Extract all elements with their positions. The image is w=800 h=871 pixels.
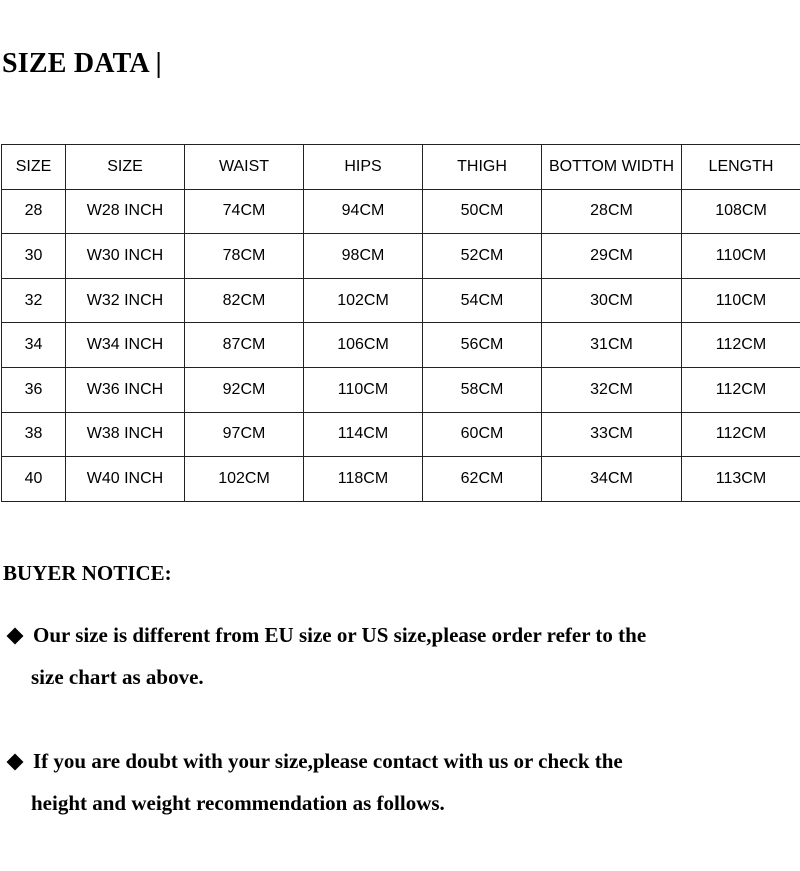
header-size-inch: SIZE: [66, 145, 185, 190]
header-waist: WAIST: [185, 145, 304, 190]
notice-line-continued: height and weight recommendation as follows.: [31, 791, 445, 815]
cell-bottom-width: 32CM: [542, 367, 682, 412]
cell-waist: 102CM: [185, 457, 304, 502]
cell-size: 30: [2, 234, 66, 279]
cell-hips: 98CM: [304, 234, 423, 279]
cell-waist: 78CM: [185, 234, 304, 279]
cell-thigh: 58CM: [423, 367, 542, 412]
header-hips: HIPS: [304, 145, 423, 190]
header-bottom-width: BOTTOM WIDTH: [542, 145, 682, 190]
diamond-bullet-icon: [7, 628, 24, 645]
cell-bottom-width: 31CM: [542, 323, 682, 368]
cell-length: 112CM: [682, 412, 800, 457]
cell-length: 108CM: [682, 189, 800, 234]
header-length: LENGTH: [682, 145, 800, 190]
cell-bottom-width: 30CM: [542, 278, 682, 323]
cell-length: 110CM: [682, 234, 800, 279]
cell-size-inch: W34 INCH: [66, 323, 185, 368]
notice-text: Our size is different from EU size or US size,please order refer to the: [33, 623, 647, 647]
cell-size-inch: W28 INCH: [66, 189, 185, 234]
table-row: [2, 234, 800, 279]
cell-size-inch: W36 INCH: [66, 367, 185, 412]
cell-thigh: 54CM: [423, 278, 542, 323]
cell-waist: 74CM: [185, 189, 304, 234]
table-row: [2, 278, 800, 323]
cell-thigh: 50CM: [423, 189, 542, 234]
cell-size: 38: [2, 412, 66, 457]
cell-size: 28: [2, 189, 66, 234]
cell-size: 32: [2, 278, 66, 323]
size-table: [1, 144, 800, 502]
cell-size-inch: W32 INCH: [66, 278, 185, 323]
cell-hips: 106CM: [304, 323, 423, 368]
table-header-row: [2, 145, 800, 190]
cell-bottom-width: 33CM: [542, 412, 682, 457]
cell-waist: 97CM: [185, 412, 304, 457]
table-row: [2, 323, 800, 368]
cell-thigh: 60CM: [423, 412, 542, 457]
cell-thigh: 52CM: [423, 234, 542, 279]
cell-waist: 82CM: [185, 278, 304, 323]
cell-hips: 114CM: [304, 412, 423, 457]
cell-length: 113CM: [682, 457, 800, 502]
cell-size-inch: W30 INCH: [66, 234, 185, 279]
notice-text: If you are doubt with your size,please contact with us or check the: [33, 749, 623, 773]
buyer-notice-heading: BUYER NOTICE:: [3, 561, 172, 585]
cell-length: 112CM: [682, 323, 800, 368]
cell-waist: 92CM: [185, 367, 304, 412]
notice-item: [5, 614, 646, 698]
table-row: [2, 412, 800, 457]
cell-size: 36: [2, 367, 66, 412]
cell-length: 110CM: [682, 278, 800, 323]
table-row: [2, 367, 800, 412]
cell-hips: 102CM: [304, 278, 423, 323]
cell-size-inch: W40 INCH: [66, 457, 185, 502]
notice-line-continued: size chart as above.: [31, 665, 204, 689]
cell-hips: 118CM: [304, 457, 423, 502]
cell-size-inch: W38 INCH: [66, 412, 185, 457]
cell-length: 112CM: [682, 367, 800, 412]
header-thigh: THIGH: [423, 145, 542, 190]
cell-thigh: 56CM: [423, 323, 542, 368]
cell-bottom-width: 28CM: [542, 189, 682, 234]
cell-bottom-width: 29CM: [542, 234, 682, 279]
cell-waist: 87CM: [185, 323, 304, 368]
cell-bottom-width: 34CM: [542, 457, 682, 502]
notice-line: [5, 614, 646, 656]
diamond-bullet-icon: [7, 754, 24, 771]
cell-hips: 110CM: [304, 367, 423, 412]
cell-size: 34: [2, 323, 66, 368]
notice-line: [5, 740, 623, 782]
cell-size: 40: [2, 457, 66, 502]
table-row: [2, 457, 800, 502]
header-size: SIZE: [2, 145, 66, 190]
notice-item: [5, 740, 623, 824]
table-row: [2, 189, 800, 234]
cell-hips: 94CM: [304, 189, 423, 234]
cell-thigh: 62CM: [423, 457, 542, 502]
page-title: SIZE DATA |: [2, 48, 162, 79]
